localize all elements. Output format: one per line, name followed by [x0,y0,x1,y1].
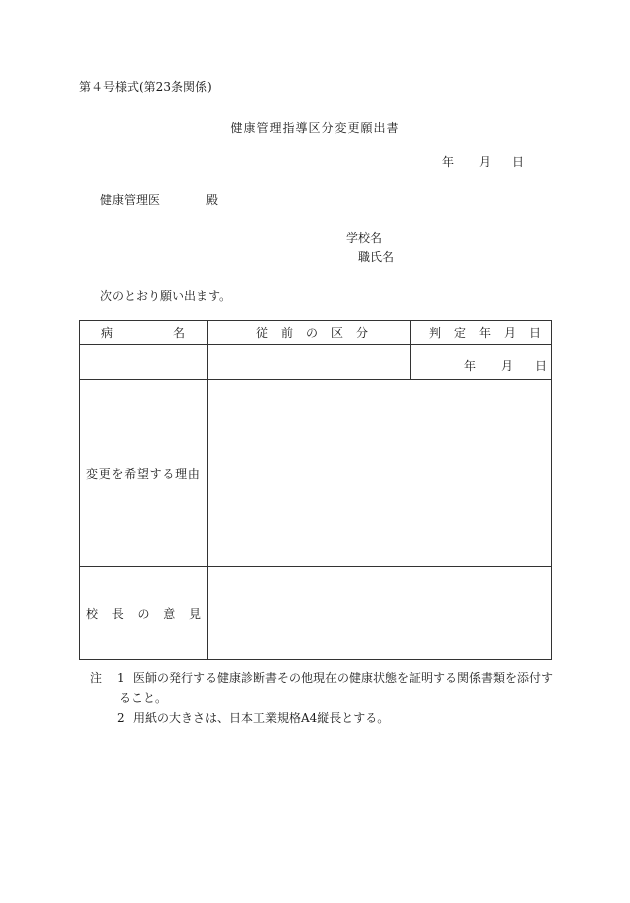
note-continuation [90,688,560,708]
addressee-name: 健康管理医 [100,193,161,207]
date-month-label: 月 [479,155,492,169]
position-name-label: 職氏名 [358,250,395,264]
date-day-label: 日 [512,155,525,169]
addressee [100,193,219,207]
document-title: 健康管理指導区分変更願出書 [230,121,400,135]
note-number: 2 [117,711,125,725]
disease-name-header: 病 名 [80,321,208,345]
principal-opinion-field[interactable] [208,567,552,660]
table-row [80,567,552,660]
table-row [80,380,552,567]
note-number: 1 [117,671,125,685]
notes-label: 注 [90,671,103,685]
table-row [80,345,552,380]
date-year-label: 年 [442,155,455,169]
principal-opinion-label: 校 長 の 意 見 [80,567,208,660]
reason-field[interactable] [208,380,552,567]
note-text-continued: ること。 [119,691,168,705]
note-item [90,708,560,728]
intro-text: 次のとおり願い出ます。 [100,289,232,303]
note-text: 医師の発行する健康診断書その他現在の健康状態を証明する関係書類を添付す [133,671,554,685]
school-name-label: 学校名 [346,231,383,245]
note-item [90,668,560,688]
note-text: 用紙の大きさは、日本工業規格A4縦長とする。 [133,711,390,725]
addressee-honorific: 殿 [206,193,219,207]
judgement-date-header: 判 定 年 月 日 [411,321,552,345]
judgement-date-field[interactable] [411,345,552,380]
form-number: 第４号様式(第23条関係) [79,80,212,94]
notes-section [90,668,560,728]
reason-label: 変 更 を 希 望 す る 理 由 [80,380,208,567]
judgement-month-label: 月 [501,359,514,373]
table-header-row [80,321,552,345]
judgement-day-label: 日 [535,359,548,373]
application-table [79,320,552,660]
previous-class-field[interactable] [208,345,411,380]
judgement-year-label: 年 [464,359,477,373]
previous-class-header: 従 前 の 区 分 [208,321,411,345]
disease-name-field[interactable] [80,345,208,380]
